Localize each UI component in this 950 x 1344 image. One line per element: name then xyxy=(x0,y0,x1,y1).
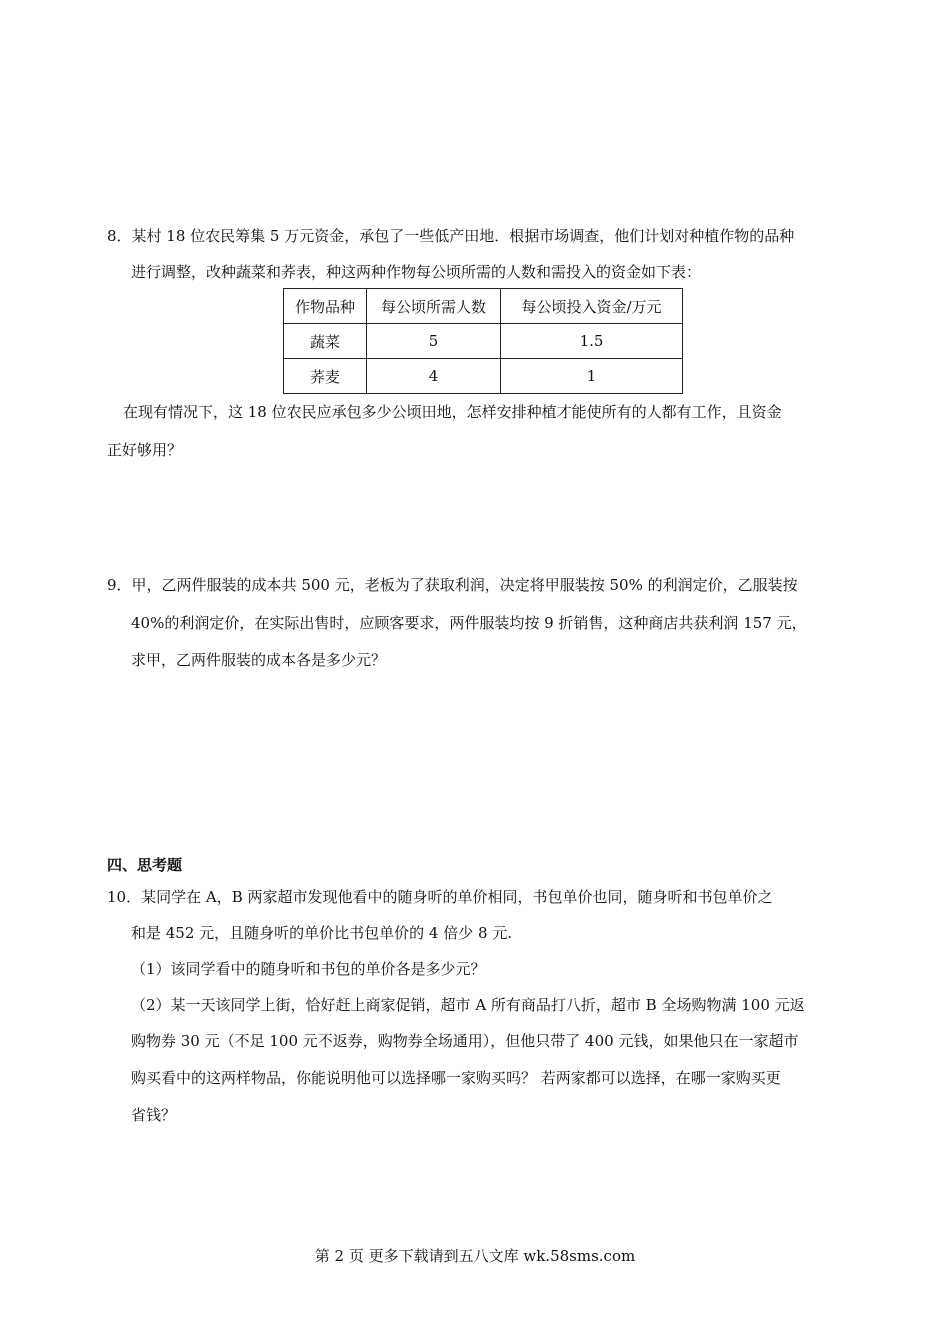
table-row xyxy=(284,324,683,359)
q10-line-7: 省钱？ xyxy=(131,1106,177,1124)
table-cell: 蔬菜 xyxy=(284,324,367,359)
table-header-cell: 作物品种 xyxy=(284,289,367,324)
crop-table xyxy=(283,288,683,394)
table-cell: 1 xyxy=(501,359,683,394)
q10-line-1: 10．某同学在 A，B 两家超市发现他看中的随身听的单价相同，书包单价也同，随身听和书包单价之 xyxy=(107,888,773,906)
q10-line-2: 和是 452 元，且随身听的单价比书包单价的 4 倍少 8 元. xyxy=(131,924,513,942)
q8-line-4: 正好够用？ xyxy=(107,441,183,459)
q10-line-3: （1）该同学看中的随身听和书包的单价各是多少元？ xyxy=(131,960,486,978)
q8-line-3: 在现有情况下，这 18 位农民应承包多少公顷田地，怎样安排种植才能使所有的人都有工作，且资金 xyxy=(123,403,782,421)
page-footer: 第 2 页 更多下载请到五八文库 wk.58sms.com xyxy=(314,1247,636,1265)
q8-line-2: 进行调整，改种蔬菜和荞表，种这两种作物每公顷所需的人数和需投入的资金如下表： xyxy=(131,263,702,281)
table-header-cell: 每公顷所需人数 xyxy=(367,289,501,324)
table-cell: 5 xyxy=(367,324,501,359)
q10-line-6: 购买看中的这两样物品，你能说明他可以选择哪一家购买吗？ 若两家都可以选择，在哪一家购买更 xyxy=(131,1069,781,1087)
section-heading: 四、思考题 xyxy=(107,856,183,874)
q9-line-2: 40%的利润定价，在实际出售时，应顾客要求，两件服装均按 9 折销售，这种商店共获利润 157 元， xyxy=(131,614,807,632)
q9-line-3: 求甲，乙两件服装的成本各是多少元？ xyxy=(131,651,387,669)
table-row xyxy=(284,359,683,394)
q8-line-1: 8．某村 18 位农民筹集 5 万元资金，承包了一些低产田地．根据市场调查，他们计划对种植作物的品种 xyxy=(107,227,795,245)
table-header-row xyxy=(284,289,683,324)
q10-line-5: 购物券 30 元（不足 100 元不返券，购物券全场通用），但他只带了 400 元钱，如果他只在一家超市 xyxy=(131,1032,799,1050)
table-cell: 1.5 xyxy=(501,324,683,359)
table-header-cell: 每公顷投入资金/万元 xyxy=(501,289,683,324)
q9-line-1: 9．甲，乙两件服装的成本共 500 元，老板为了获取利润，决定将甲服装按 50% 的利润定价，乙服装按 xyxy=(107,576,798,594)
table-cell: 荞麦 xyxy=(284,359,367,394)
q10-line-4: （2）某一天该同学上街，恰好赶上商家促销，超市 A 所有商品打八折，超市 B 全场购物满 100 元返 xyxy=(131,996,805,1014)
table-cell: 4 xyxy=(367,359,501,394)
